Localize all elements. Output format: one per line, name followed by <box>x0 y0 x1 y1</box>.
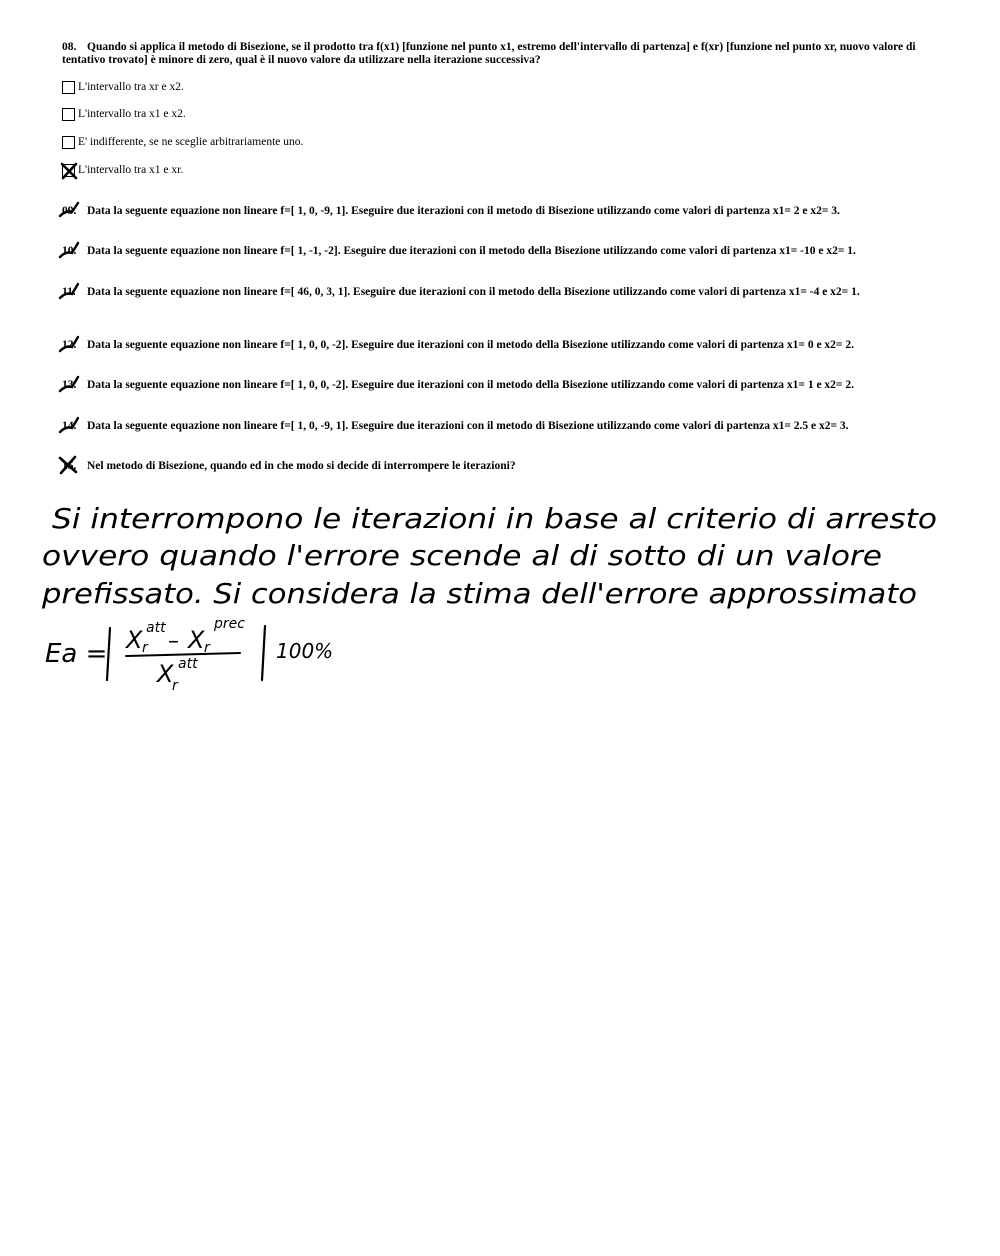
question-text: Data la seguente equazione non lineare f=[ 1, 0, 0, -2]. Eseguire due iterazioni con il metodo della Bisezione utilizzando come valori di partenza x1= 0 e x2= 2. <box>87 339 854 351</box>
answer-line-2: ovvero quando l'errore scende al di sotto di un valore <box>42 539 882 572</box>
question-text: Data la seguente equazione non lineare f=[ 1, -1, -2]. Eseguire due iterazioni con il metodo della Bisezione utilizzando come valori di partenza x1= -10 e x2= 1. <box>87 245 856 257</box>
option-label: L'intervallo tra x1 e xr. <box>78 163 184 176</box>
question-text: Data la seguente equazione non lineare f=[ 1, 0, -9, 1]. Eseguire due iterazioni con il metodo di Bisezione utilizzando come valori di partenza x1= 2 e x2= 3. <box>87 205 840 217</box>
formula-minus: – <box>168 629 179 654</box>
formula-num-a-sub: r <box>142 640 148 656</box>
formula-num-a: X <box>126 626 143 654</box>
formula-num-b-sup: prec <box>214 616 245 632</box>
question-text: Data la seguente equazione non lineare f=[ 46, 0, 3, 1]. Eseguire due iterazioni con il metodo della Bisezione utilizzando come valori di partenza x1= -4 e x2= 1. <box>87 286 860 298</box>
answer-line-1: Si interrompono le iterazioni in base al criterio di arresto <box>52 502 937 535</box>
question-number: 09. <box>62 205 77 217</box>
formula-num-b-sub: r <box>204 640 210 656</box>
option-label: L'intervallo tra xr e x2. <box>78 80 184 93</box>
question-text: Data la seguente equazione non lineare f=[ 1, 0, 0, -2]. Eseguire due iterazioni con il metodo della Bisezione utilizzando come valori di partenza x1= 1 e x2= 2. <box>87 379 854 391</box>
abs-bar-left <box>107 628 110 680</box>
question-number: 11. <box>62 286 76 298</box>
formula-den-sub: r <box>172 678 178 694</box>
option-label: E' indifferente, se ne sceglie arbitrariamente uno. <box>78 135 304 148</box>
question-number: 08. <box>62 41 77 53</box>
formula-lhs: Ea = <box>45 639 108 669</box>
question-text: Quando si applica il metodo di Bisezione, se il prodotto tra f(x1) [funzione nel punto x1, estremo dell'intervallo di partenza] e f(xr) [funzione nel punto xr, nuovo valore di tentativo trovato] è minore di zero, qual è il nuovo valore da utilizzare nella iterazione successiva? <box>62 41 916 66</box>
question-number: 12. <box>62 339 77 351</box>
answer-line-3: prefissato. Si considera la stima dell'errore approssimato <box>40 577 917 610</box>
formula-den-sup: att <box>178 656 198 672</box>
formula-num-b: X <box>188 626 205 654</box>
abs-bar-right <box>262 626 265 680</box>
question-number: 15. <box>62 460 77 472</box>
option-label: L'intervallo tra x1 e x2. <box>78 107 186 120</box>
question-text: Data la seguente equazione non lineare f=[ 1, 0, -9, 1]. Eseguire due iterazioni con il metodo di Bisezione utilizzando come valori di partenza x1= 2.5 e x2= 3. <box>87 420 849 432</box>
formula-den: X <box>157 660 174 688</box>
question-number: 13. <box>62 379 77 391</box>
question-number: 14. <box>62 420 77 432</box>
formula-num-a-sup: att <box>146 620 166 636</box>
formula-tail: 100% <box>276 639 334 663</box>
question-number: 10. <box>62 245 77 257</box>
question-text: Nel metodo di Bisezione, quando ed in che modo si decide di interrompere le iterazioni? <box>87 460 516 472</box>
